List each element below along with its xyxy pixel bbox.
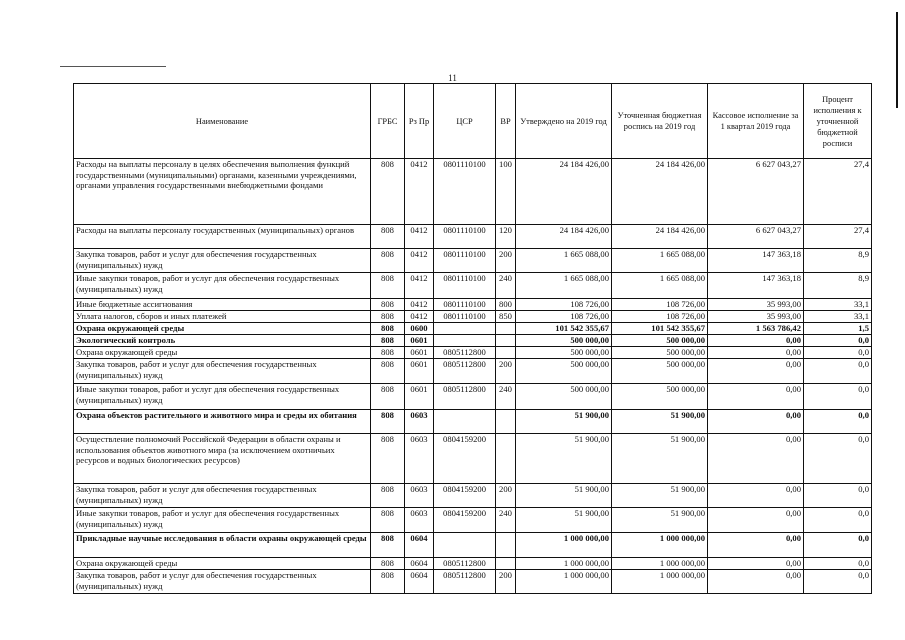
row-vr	[496, 434, 516, 484]
row-grbs: 808	[371, 299, 405, 311]
row-rzpr: 0412	[405, 159, 434, 225]
row-name: Охрана объектов растительного и животного мира и среды их обитания	[74, 410, 371, 434]
row-csr: 0804159200	[434, 434, 496, 484]
row-rzpr: 0601	[405, 335, 434, 347]
header-grbs: ГРБС	[371, 84, 405, 159]
row-cash: 147 363,18	[708, 273, 804, 299]
row-rzpr: 0412	[405, 225, 434, 249]
row-approved: 1 000 000,00	[516, 558, 612, 570]
row-cash: 0,00	[708, 384, 804, 410]
row-name: Расходы на выплаты персоналу в целях обеспечения выполнения функций государственными (муниципальными) органами, казенными учреждениями, органами управления государственными внебюджетными фондами	[74, 159, 371, 225]
row-grbs: 808	[371, 359, 405, 384]
row-cash: 0,00	[708, 533, 804, 558]
row-cash: 1 563 786,42	[708, 323, 804, 335]
row-vr: 100	[496, 159, 516, 225]
row-grbs: 808	[371, 335, 405, 347]
table-row	[74, 410, 872, 434]
row-percent: 0,0	[804, 484, 872, 508]
row-grbs: 808	[371, 533, 405, 558]
row-percent: 33,1	[804, 311, 872, 323]
row-cash: 0,00	[708, 434, 804, 484]
row-csr: 0801110100	[434, 273, 496, 299]
row-vr: 240	[496, 384, 516, 410]
row-refined: 51 900,00	[612, 410, 708, 434]
row-name: Закупка товаров, работ и услуг для обеспечения государственных (муниципальных) нужд	[74, 570, 371, 594]
row-refined: 500 000,00	[612, 335, 708, 347]
row-approved: 24 184 426,00	[516, 225, 612, 249]
row-name: Охрана окружающей среды	[74, 347, 371, 359]
row-rzpr: 0604	[405, 533, 434, 558]
table-row	[74, 533, 872, 558]
table-row	[74, 311, 872, 323]
row-approved: 500 000,00	[516, 347, 612, 359]
row-refined: 1 000 000,00	[612, 533, 708, 558]
row-rzpr: 0603	[405, 484, 434, 508]
header-approved: Утверждено на 2019 год	[516, 84, 612, 159]
row-grbs: 808	[371, 225, 405, 249]
row-grbs: 808	[371, 384, 405, 410]
row-rzpr: 0603	[405, 508, 434, 533]
row-refined: 500 000,00	[612, 384, 708, 410]
row-vr: 200	[496, 249, 516, 273]
row-vr	[496, 335, 516, 347]
header-vr: ВР	[496, 84, 516, 159]
table-header-row	[74, 84, 872, 159]
row-rzpr: 0601	[405, 347, 434, 359]
row-name: Уплата налогов, сборов и иных платежей	[74, 311, 371, 323]
row-name: Иные закупки товаров, работ и услуг для обеспечения государственных (муниципальных) нужд	[74, 384, 371, 410]
table-row	[74, 249, 872, 273]
row-name: Прикладные научные исследования в области охраны окружающей среды	[74, 533, 371, 558]
table-row	[74, 335, 872, 347]
row-refined: 101 542 355,67	[612, 323, 708, 335]
row-percent: 27,4	[804, 159, 872, 225]
row-refined: 24 184 426,00	[612, 225, 708, 249]
row-csr: 0805112800	[434, 347, 496, 359]
row-percent: 8,9	[804, 249, 872, 273]
row-vr: 200	[496, 570, 516, 594]
row-grbs: 808	[371, 508, 405, 533]
row-refined: 1 000 000,00	[612, 558, 708, 570]
row-cash: 35 993,00	[708, 299, 804, 311]
row-cash: 6 627 043,27	[708, 159, 804, 225]
row-grbs: 808	[371, 484, 405, 508]
table-row	[74, 434, 872, 484]
row-name: Иные закупки товаров, работ и услуг для обеспечения государственных (муниципальных) нужд	[74, 508, 371, 533]
budget-table	[73, 83, 872, 594]
row-cash: 0,00	[708, 508, 804, 533]
row-percent: 0,0	[804, 347, 872, 359]
table-row	[74, 384, 872, 410]
row-approved: 51 900,00	[516, 434, 612, 484]
row-approved: 500 000,00	[516, 359, 612, 384]
row-approved: 51 900,00	[516, 410, 612, 434]
row-percent: 0,0	[804, 359, 872, 384]
row-rzpr: 0412	[405, 299, 434, 311]
table-row	[74, 225, 872, 249]
row-name: Экологический контроль	[74, 335, 371, 347]
header-name: Наименование	[74, 84, 371, 159]
row-refined: 500 000,00	[612, 347, 708, 359]
row-csr: 0805112800	[434, 384, 496, 410]
row-vr: 800	[496, 299, 516, 311]
row-cash: 35 993,00	[708, 311, 804, 323]
header-rule	[60, 66, 166, 67]
row-csr: 0801110100	[434, 159, 496, 225]
row-name: Охрана окружающей среды	[74, 323, 371, 335]
row-cash: 0,00	[708, 359, 804, 384]
row-refined: 1 665 088,00	[612, 273, 708, 299]
row-grbs: 808	[371, 273, 405, 299]
row-approved: 51 900,00	[516, 508, 612, 533]
row-csr	[434, 410, 496, 434]
row-cash: 0,00	[708, 484, 804, 508]
row-refined: 24 184 426,00	[612, 159, 708, 225]
row-percent: 0,0	[804, 434, 872, 484]
row-vr: 240	[496, 508, 516, 533]
row-cash: 0,00	[708, 347, 804, 359]
row-grbs: 808	[371, 434, 405, 484]
row-percent: 0,0	[804, 508, 872, 533]
row-refined: 1 665 088,00	[612, 249, 708, 273]
row-vr	[496, 323, 516, 335]
row-cash: 0,00	[708, 335, 804, 347]
row-vr	[496, 347, 516, 359]
header-percent: Процент исполнения к уточненной бюджетной росписи	[804, 84, 872, 159]
row-grbs: 808	[371, 159, 405, 225]
table-row	[74, 159, 872, 225]
row-cash: 0,00	[708, 570, 804, 594]
row-percent: 33,1	[804, 299, 872, 311]
row-rzpr: 0601	[405, 359, 434, 384]
table-row	[74, 484, 872, 508]
row-rzpr: 0604	[405, 570, 434, 594]
row-refined: 1 000 000,00	[612, 570, 708, 594]
row-approved: 500 000,00	[516, 335, 612, 347]
row-vr	[496, 533, 516, 558]
row-csr	[434, 323, 496, 335]
table-row	[74, 359, 872, 384]
row-grbs: 808	[371, 249, 405, 273]
row-approved: 108 726,00	[516, 299, 612, 311]
row-rzpr: 0600	[405, 323, 434, 335]
row-csr: 0804159200	[434, 484, 496, 508]
row-name: Закупка товаров, работ и услуг для обеспечения государственных (муниципальных) нужд	[74, 249, 371, 273]
row-name: Закупка товаров, работ и услуг для обеспечения государственных (муниципальных) нужд	[74, 359, 371, 384]
row-csr: 0805112800	[434, 359, 496, 384]
row-percent: 0,0	[804, 384, 872, 410]
row-csr: 0804159200	[434, 508, 496, 533]
row-percent: 0,0	[804, 410, 872, 434]
table-row	[74, 508, 872, 533]
row-percent: 8,9	[804, 273, 872, 299]
row-name: Иные закупки товаров, работ и услуг для обеспечения государственных (муниципальных) нужд	[74, 273, 371, 299]
table-row	[74, 558, 872, 570]
row-rzpr: 0603	[405, 434, 434, 484]
row-vr: 240	[496, 273, 516, 299]
row-cash: 0,00	[708, 558, 804, 570]
row-approved: 1 665 088,00	[516, 249, 612, 273]
table-row	[74, 273, 872, 299]
row-approved: 108 726,00	[516, 311, 612, 323]
row-rzpr: 0603	[405, 410, 434, 434]
row-approved: 1 000 000,00	[516, 533, 612, 558]
row-rzpr: 0601	[405, 384, 434, 410]
header-refined: Уточненная бюджетная роспись на 2019 год	[612, 84, 708, 159]
row-refined: 51 900,00	[612, 484, 708, 508]
row-grbs: 808	[371, 410, 405, 434]
row-cash: 0,00	[708, 410, 804, 434]
row-refined: 51 900,00	[612, 434, 708, 484]
row-vr: 120	[496, 225, 516, 249]
row-rzpr: 0412	[405, 249, 434, 273]
row-name: Расходы на выплаты персоналу государственных (муниципальных) органов	[74, 225, 371, 249]
row-vr: 200	[496, 359, 516, 384]
header-rzpr: Рз Пр	[405, 84, 434, 159]
header-csr: ЦСР	[434, 84, 496, 159]
row-cash: 6 627 043,27	[708, 225, 804, 249]
table-row	[74, 323, 872, 335]
row-name: Осуществление полномочий Российской Федерации в области охраны и использования объектов животного мира (за исключением охотничьих ресурсов и водных биологических ресурсов)	[74, 434, 371, 484]
row-vr: 850	[496, 311, 516, 323]
row-name: Иные бюджетные ассигнования	[74, 299, 371, 311]
row-vr: 200	[496, 484, 516, 508]
row-csr: 0801110100	[434, 299, 496, 311]
margin-bar	[896, 12, 898, 108]
row-csr: 0801110100	[434, 225, 496, 249]
row-name: Закупка товаров, работ и услуг для обеспечения государственных (муниципальных) нужд	[74, 484, 371, 508]
row-approved: 500 000,00	[516, 384, 612, 410]
row-csr: 0805112800	[434, 558, 496, 570]
row-csr	[434, 533, 496, 558]
table-row	[74, 347, 872, 359]
row-rzpr: 0412	[405, 311, 434, 323]
row-grbs: 808	[371, 347, 405, 359]
table-row	[74, 299, 872, 311]
row-vr	[496, 558, 516, 570]
row-refined: 500 000,00	[612, 359, 708, 384]
row-approved: 1 665 088,00	[516, 273, 612, 299]
row-grbs: 808	[371, 323, 405, 335]
page-number: 11	[448, 73, 457, 83]
row-csr: 0805112800	[434, 570, 496, 594]
row-approved: 24 184 426,00	[516, 159, 612, 225]
table-row	[74, 570, 872, 594]
row-percent: 0,0	[804, 558, 872, 570]
row-vr	[496, 410, 516, 434]
row-grbs: 808	[371, 570, 405, 594]
row-rzpr: 0604	[405, 558, 434, 570]
row-refined: 108 726,00	[612, 299, 708, 311]
row-csr: 0801110100	[434, 249, 496, 273]
row-grbs: 808	[371, 311, 405, 323]
row-percent: 0,0	[804, 335, 872, 347]
row-refined: 51 900,00	[612, 508, 708, 533]
row-percent: 0,0	[804, 533, 872, 558]
header-cash: Кассовое исполнение за 1 квартал 2019 года	[708, 84, 804, 159]
row-approved: 101 542 355,67	[516, 323, 612, 335]
row-percent: 1,5	[804, 323, 872, 335]
row-percent: 27,4	[804, 225, 872, 249]
row-grbs: 808	[371, 558, 405, 570]
row-approved: 51 900,00	[516, 484, 612, 508]
row-name: Охрана окружающей среды	[74, 558, 371, 570]
row-csr	[434, 335, 496, 347]
row-refined: 108 726,00	[612, 311, 708, 323]
row-cash: 147 363,18	[708, 249, 804, 273]
row-approved: 1 000 000,00	[516, 570, 612, 594]
row-csr: 0801110100	[434, 311, 496, 323]
row-percent: 0,0	[804, 570, 872, 594]
row-rzpr: 0412	[405, 273, 434, 299]
